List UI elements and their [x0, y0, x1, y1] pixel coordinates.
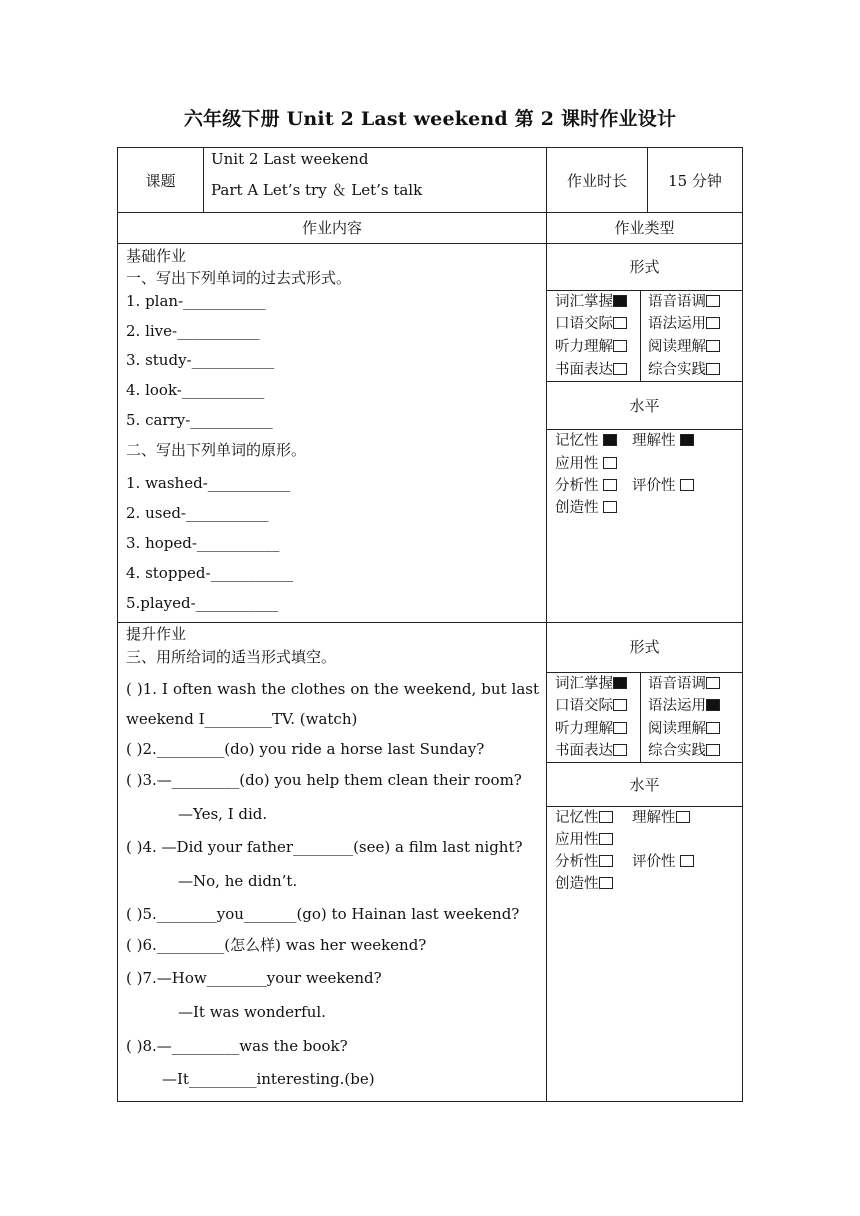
checkbox[interactable]	[706, 295, 720, 307]
part2-item: 1. washed-___________	[126, 474, 291, 492]
form-option: 听力理解	[555, 720, 627, 738]
duration-value: 15 分钟	[668, 172, 722, 190]
basic-form-label: 形式	[629, 258, 660, 276]
level-option: 理解性	[632, 432, 694, 450]
advanced-form-label: 形式	[629, 638, 660, 656]
checkbox[interactable]	[676, 811, 690, 823]
checkbox-checked[interactable]	[706, 699, 720, 711]
checkbox[interactable]	[603, 501, 617, 513]
checkbox[interactable]	[599, 855, 613, 867]
checkbox[interactable]	[613, 340, 627, 352]
checkbox[interactable]	[706, 722, 720, 734]
checkbox[interactable]	[603, 479, 617, 491]
exercise-line: ( )8.—_________was the book?	[126, 1037, 348, 1055]
form-option: 综合实践	[648, 361, 720, 379]
form-option: 阅读理解	[648, 338, 720, 356]
form-option: 听力理解	[555, 338, 627, 356]
content-header: 作业内容	[301, 219, 362, 237]
checkbox[interactable]	[613, 699, 627, 711]
checkbox[interactable]	[680, 479, 694, 491]
level-option: 分析性	[555, 853, 613, 871]
form-option: 阅读理解	[648, 720, 720, 738]
form-option: 书面表达	[555, 361, 627, 379]
exercise-line: ( )3.—_________(do) you help them clean their room?	[126, 771, 522, 789]
checkbox-checked[interactable]	[680, 434, 694, 446]
part1-item: 4. look-___________	[126, 381, 265, 399]
checkbox[interactable]	[706, 744, 720, 756]
level-option: 分析性	[555, 477, 617, 495]
part3-title: 三、用所给词的适当形式填空。	[126, 648, 337, 666]
checkbox[interactable]	[706, 340, 720, 352]
form-option: 语法运用	[648, 315, 720, 333]
checkbox[interactable]	[599, 833, 613, 845]
part2-item: 2. used-___________	[126, 504, 269, 522]
exercise-line: ( )7.—How________your weekend?	[126, 969, 382, 987]
form-option: 综合实践	[648, 742, 720, 760]
form-option: 口语交际	[555, 315, 627, 333]
checkbox[interactable]	[603, 457, 617, 469]
checkbox[interactable]	[599, 811, 613, 823]
level-option: 创造性	[555, 499, 617, 517]
exercise-line: weekend I_________TV. (watch)	[126, 710, 358, 728]
basic-level-label: 水平	[629, 397, 660, 415]
level-option: 记忆性	[555, 432, 617, 450]
checkbox-checked[interactable]	[613, 295, 627, 307]
checkbox[interactable]	[613, 317, 627, 329]
form-option: 语音语调	[648, 293, 720, 311]
checkbox[interactable]	[613, 744, 627, 756]
level-option: 应用性	[555, 831, 613, 849]
type-header: 作业类型	[614, 219, 675, 237]
form-option: 口语交际	[555, 697, 627, 715]
part2-item: 5.played-___________	[126, 594, 279, 612]
basic-section-title: 基础作业	[126, 247, 187, 265]
level-option: 创造性	[555, 875, 613, 893]
checkbox[interactable]	[706, 363, 720, 375]
exercise-line: —It was wonderful.	[178, 1003, 326, 1021]
exercise-line: ( )2._________(do) you ride a horse last Sunday?	[126, 740, 485, 758]
exercise-line: —No, he didn’t.	[178, 872, 298, 890]
checkbox[interactable]	[613, 722, 627, 734]
topic-line-1: Unit 2 Last weekend	[211, 150, 369, 168]
topic-label: 课题	[145, 172, 176, 190]
form-option: 语法运用	[648, 697, 720, 715]
checkbox[interactable]	[706, 677, 720, 689]
checkbox[interactable]	[706, 317, 720, 329]
checkbox-checked[interactable]	[613, 677, 627, 689]
part1-item: 3. study-___________	[126, 351, 275, 369]
part2-item: 3. hoped-___________	[126, 534, 280, 552]
part1-item: 5. carry-___________	[126, 411, 273, 429]
topic-line-2: Part A Let’s try ＆ Let’s talk	[211, 181, 423, 199]
exercise-line: ( )6._________(怎么样) was her weekend?	[126, 936, 427, 954]
exercise-line: —Yes, I did.	[178, 805, 268, 823]
advanced-section-title: 提升作业	[126, 625, 187, 643]
level-option: 评价性	[632, 853, 694, 871]
level-option: 理解性	[632, 809, 690, 827]
checkbox[interactable]	[613, 363, 627, 375]
checkbox[interactable]	[599, 877, 613, 889]
exercise-line: —It_________interesting.(be)	[162, 1070, 375, 1088]
checkbox[interactable]	[680, 855, 694, 867]
form-option: 语音语调	[648, 675, 720, 693]
part2-item: 4. stopped-___________	[126, 564, 294, 582]
form-option: 词汇掌握	[555, 675, 627, 693]
advanced-level-label: 水平	[629, 776, 660, 794]
exercise-line: ( )5.________you_______(go) to Hainan last weekend?	[126, 905, 520, 923]
level-option: 应用性	[555, 455, 617, 473]
part1-title: 一、写出下列单词的过去式形式。	[126, 269, 352, 287]
part1-item: 2. live-___________	[126, 322, 260, 340]
form-option: 书面表达	[555, 742, 627, 760]
checkbox-checked[interactable]	[603, 434, 617, 446]
exercise-line: ( )4. —Did your father________(see) a film last night?	[126, 838, 523, 856]
level-option: 评价性	[632, 477, 694, 495]
level-option: 记忆性	[555, 809, 613, 827]
form-option: 词汇掌握	[555, 293, 627, 311]
duration-label: 作业时长	[566, 172, 627, 190]
part1-item: 1. plan-___________	[126, 292, 266, 310]
part2-title: 二、写出下列单词的原形。	[126, 441, 307, 459]
exercise-line: ( )1. I often wash the clothes on the weekend, but last	[126, 680, 539, 698]
page-title: 六年级下册 Unit 2 Last weekend 第 2 课时作业设计	[183, 108, 677, 130]
